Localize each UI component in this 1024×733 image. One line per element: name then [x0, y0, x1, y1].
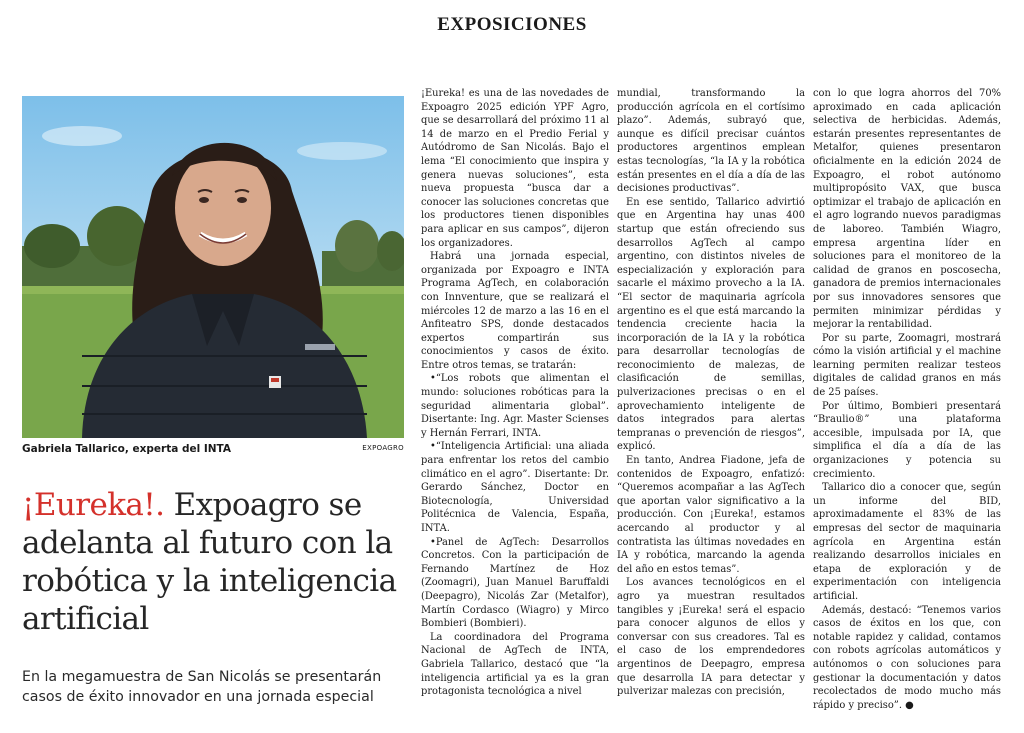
body-paragraph: Por último, Bombieri presentará “Braulio®” una plataforma accesible, impulsada por IA, que simplifica el día a día de las organizaciones y potencia su crecimiento. [813, 400, 1001, 480]
body-paragraph: ¡Eureka! es una de las novedades de Expoagro 2025 edición YPF Agro, que se desarrollará del próximo 11 al 14 de marzo en el Predio Ferial y Autódromo de San Nicolás. Bajo el lema “El conocimiento que inspira y genera nuevas soluciones”, esta nueva propuesta “busca dar a conocer las soluciones concretas que los productores tienen disponibles para aplicar en sus campos”, dijeron los organizadores. [421, 88, 609, 249]
body-paragraph: Habrá una jornada especial, organizada por Expoagro e INTA Programa AgTech, en colaboración con Innventure, que se realizará el miércoles 12 de marzo a las 16 en el Anfiteatro SPS, donde destacados expertos compartirán sus conocimientos y casos de éxito. Entre otros temas, se tratarán: [421, 251, 609, 371]
body-paragraph: En ese sentido, Tallarico advirtió que en Argentina hay unas 400 startup que están ofreciendo sus desarrollos AgTech al campo argentino, con distintos niveles de especialización y exploración para sacarle el máximo provecho a la IA. “El sector de maquinaria agrícola argentino es el que está marcando la tendencia creciente hacia la incorporación de la IA y la robótica para desarrollar tecnologías de reconocimiento de malezas, de clasificación de semillas, pulverizaciones precisas o en el aprovechamiento inteligente de datos integrados para alertas tempranas o prevención de riesgos”, explicó. [617, 196, 805, 453]
body-paragraph: mundial, transformando la producción agrícola en el cortísimo plazo”. Además, subrayó que, aunque es difícil precisar cuántos productores argentinos emplean estas tecnologías, “la IA y la robótica están presentes en el día a día de las decisiones productivas”. [617, 88, 805, 195]
body-paragraph: En tanto, Andrea Fiadone, jefa de contenidos de Expoagro, enfatizó: “Queremos acompañar a las AgTech que aportan valor significativo a la producción. Con ¡Eureka!, estamos acercando al productor y al contratista las últimas novedades en IA y robótica, marcando la agenda del año en estos temas”. [617, 455, 805, 575]
body-paragraph: Por su parte, Zoomagri, mostrará cómo la visión artificial y el machine learning permiten realizar testeos digitales de calidad granos en más de 25 países. [813, 332, 1001, 399]
article-column-1 [421, 87, 609, 699]
body-paragraph: con lo que logra ahorros del 70% aproximado en cada aplicación selectiva de herbicidas. Además, estarán presentes representantes de Metalfor, quienes presentaron oficialmente en la edición 2024 de Expoagro, el robot autónomo multipropósito VAX, que busca optimizar el trabajo de aplicación en el agro logrando nuevos paradigmas de laboreo. También Wiagro, empresa argentina líder en soluciones para el monitoreo de la calidad de granos en poscosecha, ganadora de premios internacionales por sus innovadores sensores que permiten minimizar pérdidas y mejorar la rentabilidad. [813, 88, 1001, 331]
portrait-image [22, 96, 404, 438]
article-column-2 [617, 87, 805, 699]
body-paragraph: Los avances tecnológicos en el agro ya muestran resultados tangibles y ¡Eureka! será el espacio para conocer algunos de ellos y conversar con sus creadores. Tal es el caso de los emprendedores argentinos de Deepagro, empresa que desarrolla IA para detectar y pulverizar malezas con precisión, [617, 577, 805, 698]
body-paragraph: Tallarico dio a conocer que, según un informe del BID, aproximadamente el 83% de las empresas del sector de maquinaria agrícola en Argentina están realizando desarrollos iniciales en etapa de exploración y de experimentación con inteligencia artificial. [813, 482, 1001, 602]
headline-text: Expoagro se adelanta al futuro con la robótica y la inteligencia artificial [22, 487, 397, 637]
article-photo [22, 96, 404, 438]
caption-text: Gabriela Tallarico, experta del INTA [22, 443, 232, 455]
headline-kicker: ¡Eureka!. [22, 487, 165, 523]
article-column-3 [813, 87, 1001, 712]
body-paragraph: •Panel de AgTech: Desarrollos Concretos. Con la participación de Fernando Martínez de Hoz (Zoomagri), Juan Manuel Baruffaldi (Deepagro), Nicolás Zar (Metalfor), Martín Cordasco (Wiagro) y Mirco Bombieri (Bombieri). [421, 536, 609, 630]
section-header: EXPOSICIONES [437, 14, 587, 35]
photo-credit: EXPOAGRO [362, 444, 404, 452]
article-headline [22, 486, 412, 638]
body-paragraph: La coordinadora del Programa Nacional de AgTech de INTA, Gabriela Tallarico, destacó que “la inteligencia artificial ya es la gran protagonista tecnológica a nivel [421, 631, 609, 698]
article-deck: En la megamuestra de San Nicolás se presentarán casos de éxito innovador en una jornada especial [22, 669, 382, 705]
body-paragraph: •“Inteligencia Artificial: una aliada para enfrentar los retos del cambio climático en el agro”. Disertante: Dr. Gerardo Sánchez, Doctor en Biotecnología, Universidad Politécnica de Valencia, España, INTA. [421, 441, 609, 534]
photo-caption [22, 443, 404, 455]
body-paragraph: Además, destacó: “Tenemos varios casos de éxitos en los que, con notable rapidez y calidad, contamos con robots agrícolas automáticos y autónomos o con soluciones para gestionar la documentación y datos recolectados de modo mucho más rápido y preciso”. ● [813, 604, 1001, 711]
body-paragraph: •“Los robots que alimentan el mundo: soluciones robóticas para la seguridad alimentaria global”. Disertante: Ing. Agr. Master Scienses y Hernán Ferrari, INTA. [421, 373, 609, 439]
